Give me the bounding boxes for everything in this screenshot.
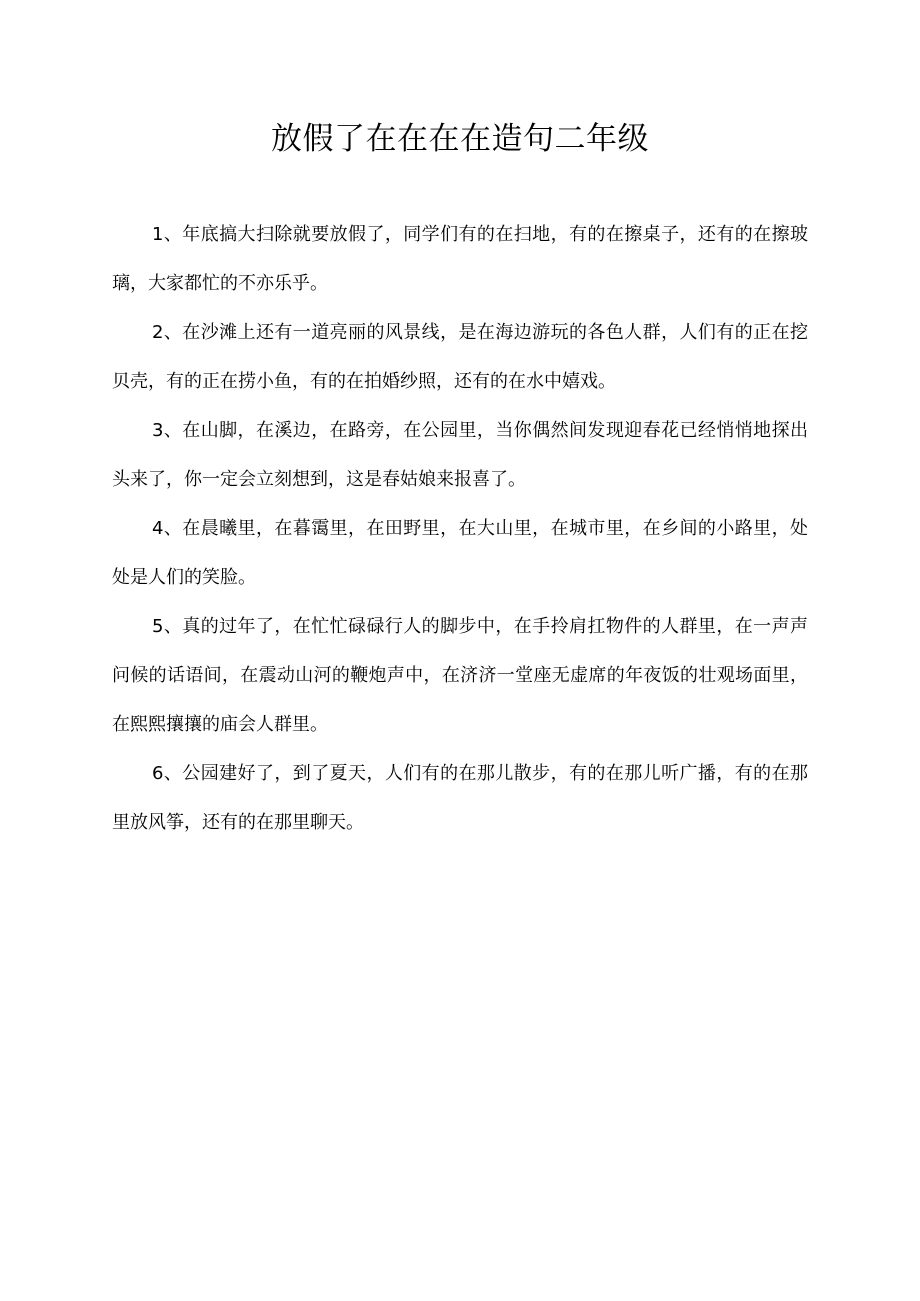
page-title: 放假了在在在在造句二年级 <box>271 121 649 157</box>
paragraph-6: 6、公园建好了，到了夏天，人们有的在那儿散步，有的在那儿听广播，有的在那里放风筝，还有的在那里聊天。 <box>112 763 808 833</box>
document-body <box>112 210 808 847</box>
paragraph-2: 2、在沙滩上还有一道亮丽的风景线，是在海边游玩的各色人群，人们有的正在挖贝壳，有的正在捞小鱼，有的在拍婚纱照，还有的在水中嬉戏。 <box>112 322 808 392</box>
paragraph-1: 1、年底搞大扫除就要放假了，同学们有的在扫地，有的在擦桌子，还有的在擦玻璃，大家都忙的不亦乐乎。 <box>112 224 808 294</box>
paragraph-5: 5、真的过年了，在忙忙碌碌行人的脚步中，在手拎肩扛物件的人群里，在一声声问候的话语间，在震动山河的鞭炮声中，在济济一堂座无虚席的年夜饭的壮观场面里，在熙熙攘攘的庙会人群里。 <box>112 616 808 735</box>
paragraph-4: 4、在晨曦里，在暮霭里，在田野里，在大山里，在城市里，在乡间的小路里，处处是人们的笑脸。 <box>112 518 808 588</box>
paragraph-3: 3、在山脚，在溪边，在路旁，在公园里，当你偶然间发现迎春花已经悄悄地探出头来了，你一定会立刻想到，这是春姑娘来报喜了。 <box>112 420 808 490</box>
